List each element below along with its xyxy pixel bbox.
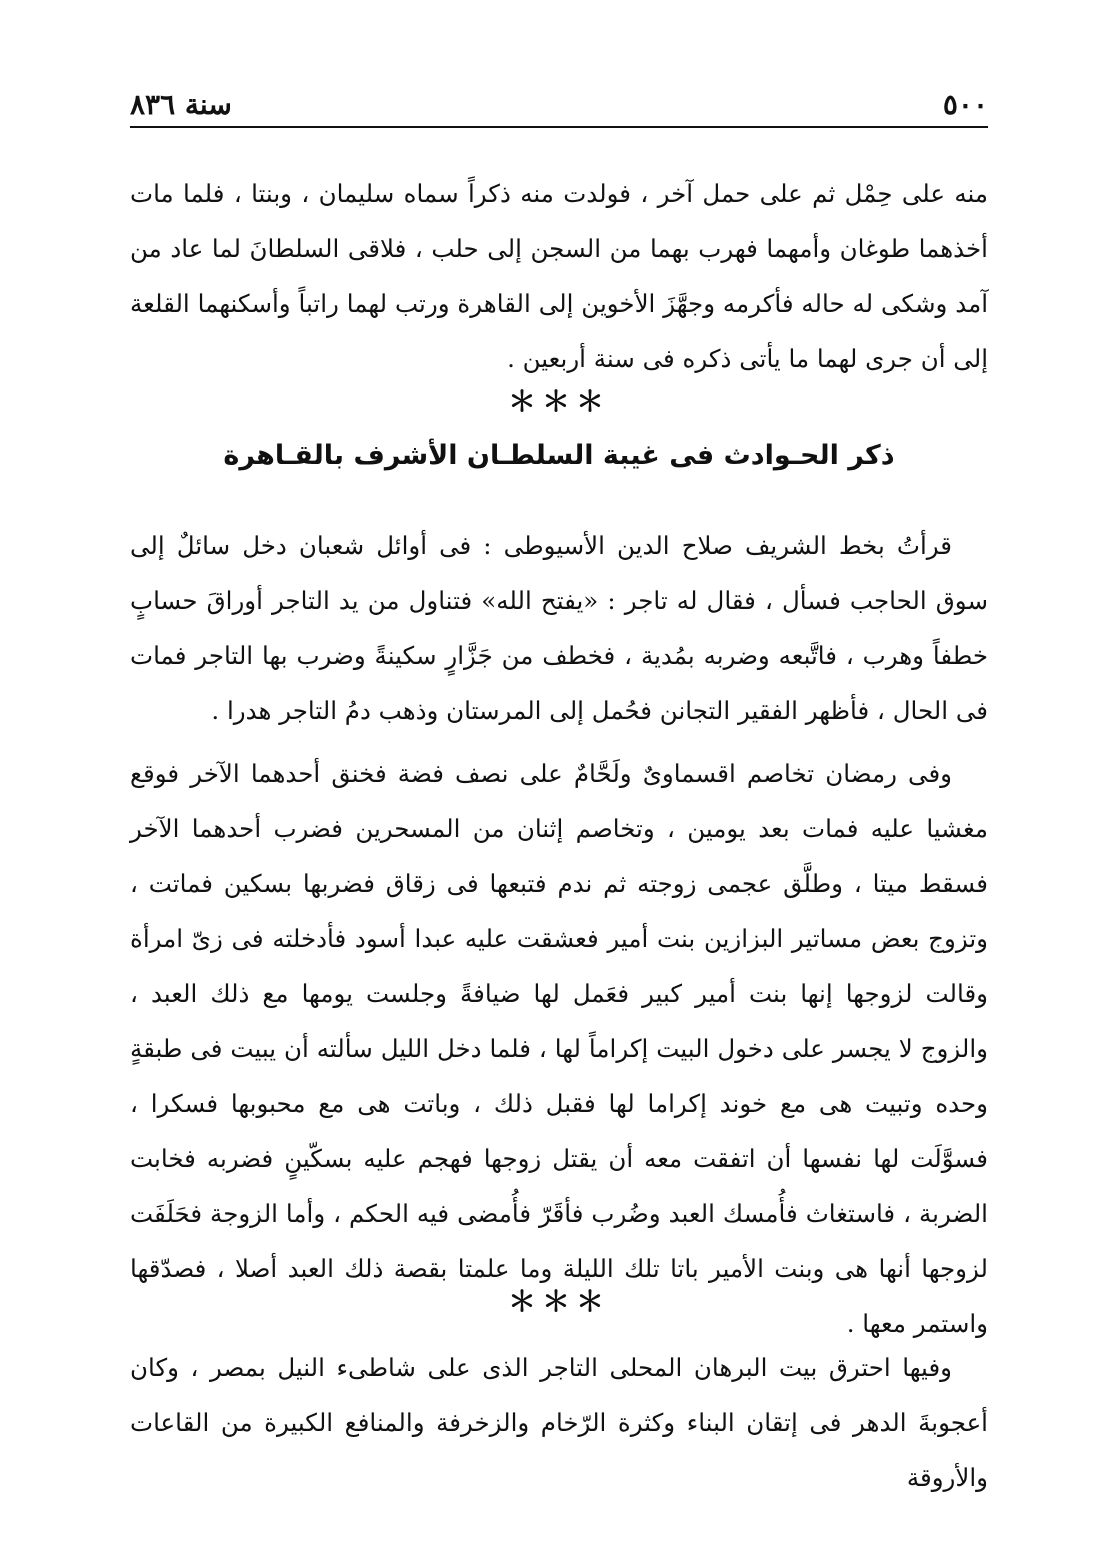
page-number: ٥٠٠ bbox=[942, 88, 988, 121]
paragraph-text: منه على حِمْل ثم على حمل آخر ، فولدت منه ذكراً سماه سليمان ، وبنتا ، فلما مات أخذهما طوغان وأمهما فهرب بهما من السجن إلى حلب ، فلاقى السلطانَ لما عاد من آمد وشكى له حاله فأكرمه وجهَّزَ الأخوين إلى القاهرة ورتب لهما راتباً وأسكنهما القلعة إلى أن جرى لهما ما يأتى ذكره فى سنة أربعين . bbox=[130, 179, 988, 373]
paragraph-continuation bbox=[130, 166, 988, 386]
page-header bbox=[130, 86, 988, 128]
paragraph-text: قرأتُ بخط الشريف صلاح الدين الأسيوطى : فى أوائل شعبان دخل سائلٌ إلى سوق الحاجب فسأل ، فقال له تاجر : «يفتح الله» فتناول من يد التاجر أوراقَ حسابٍ خطفاً وهرب ، فاتَّبعه وضربه بمُدية ، فخطف من جَزَّارٍ سكينةً وضرب بها التاجر فمات فى الحال ، فأظهر الفقير التجانن فحُمل إلى المرستان وذهب دمُ التاجر هدرا . bbox=[130, 531, 988, 725]
paragraph-text: وفيها احترق بيت البرهان المحلى التاجر الذى على شاطىء النيل بمصر ، وكان أعجوبةَ الدهر فى إتقان البناء وكثرة الرّخام والزخرفة والمنافع الكبيرة من القاعات والأروقة bbox=[130, 1353, 988, 1492]
paragraph-shaban bbox=[130, 518, 988, 738]
section-divider: ＊＊＊ bbox=[507, 1285, 610, 1318]
paragraph-fire bbox=[130, 1340, 988, 1505]
paragraph-text: وفى رمضان تخاصم اقسماوىٌ ولَحَّامٌ على نصف فضة فخنق أحدهما الآخر فوقع مغشيا عليه فمات بعد يومين ، وتخاصم إثنان من المسحرين فضرب أحدهما الآخر فسقط ميتا ، وطلَّق عجمى زوجته ثم ندم فتبعها فى زقاق فضربها بسكين فماتت ، وتزوج بعض مساتير البزازين بنت أمير فعشقت عليه عبدا أسود فأدخلته فى زىّ امرأة وقالت لزوجها إنها بنت أمير كبير فعَمل لها ضيافةً وجلست يومها مع ذلك العبد ، والزوج لا يجسر على دخول البيت إكراماً لها ، فلما دخل الليل سألته أن يبيت فى طبقةٍ وحده وتبيت هى مع خوند إكراما لها فقبل ذلك ، وباتت هى مع محبوبها فسكرا ، فسوَّلَت لها نفسها أن اتفقت معه أن يقتل زوجها فهجم عليه بسكّينٍ فضربه فخابت الضربة ، فاستغاث فأُمسك العبد وضُرب فأقَرّ فأُمضى فيه الحكم ، وأما الزوجة فحَلَفَت لزوجها أنها هى وبنت الأمير باتا تلك الليلة وما علمتا بقصة ذلك العبد أصلا ، فصدّقها واستمر معها . bbox=[130, 759, 988, 1338]
section-heading: ذكر الحـوادث فى غيبة السلطـان الأشرف بالقـاهرة bbox=[223, 440, 895, 471]
section-divider: ＊＊＊ bbox=[507, 385, 610, 418]
paragraph-ramadan bbox=[130, 746, 988, 1351]
running-head-year: سنة ٨٣٦ bbox=[130, 88, 232, 121]
